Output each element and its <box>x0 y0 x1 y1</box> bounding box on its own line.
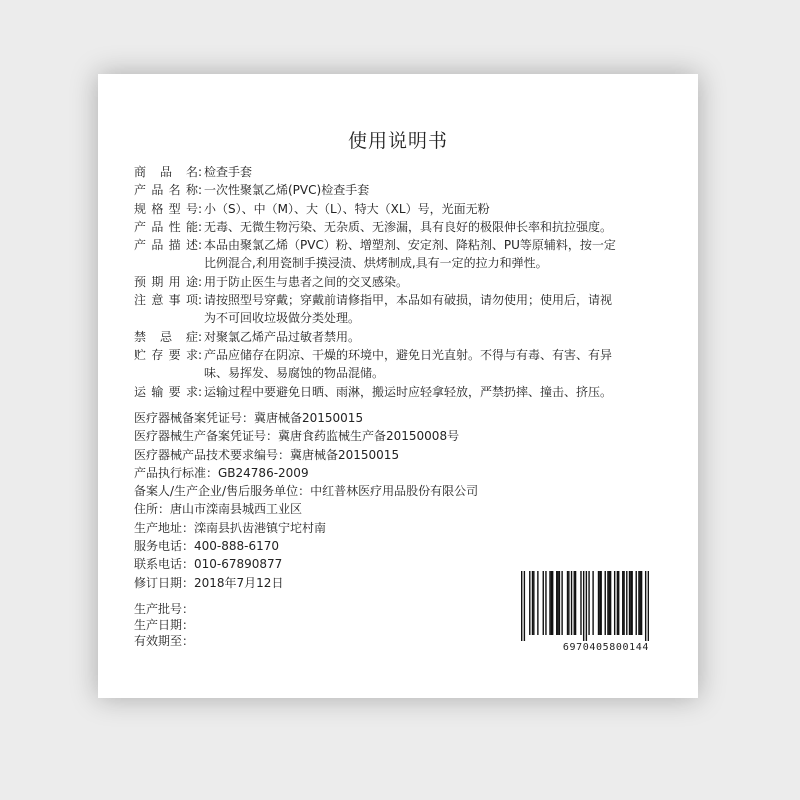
barcode-bar <box>559 571 560 635</box>
barcode-bar <box>561 571 562 635</box>
spec-row: 商品名 : 检查手套 <box>134 163 664 181</box>
spec-value: 检查手套 <box>204 165 253 179</box>
barcode-bar <box>575 571 576 635</box>
spec-row: 产品描述 : 本品由聚氯乙烯（PVC）粉、增塑剂、安定剂、降粘剂、PU等原辅料，按一定 比例混合,利用瓷制手摸浸渍、烘烤制成,具有一定的拉力和弹性。 <box>134 236 664 273</box>
info-line: 住所：唐山市滦南县城西工业区 <box>134 502 303 517</box>
barcode-bar <box>605 571 606 635</box>
barcode-bar <box>630 571 631 635</box>
spec-row: 预期用途 : 用于防止医生与患者之间的交叉感染。 <box>134 273 664 291</box>
barcode-bar <box>567 571 568 635</box>
barcode-bar <box>574 571 575 635</box>
barcode-bar <box>610 571 611 635</box>
batch-number-label: 生产批号： <box>134 602 195 616</box>
spec-row: 产品名称 : 一次性聚氯乙烯(PVC)检查手套 <box>134 181 664 199</box>
spec-row: 规格型号 : 小（S）、中（M）、大（L）、特大（XL）号，光面无粉 <box>134 200 664 218</box>
barcode-bar <box>598 571 599 635</box>
info-line: 服务电话：400-888-6170 <box>134 539 280 554</box>
info-line: 生产地址：滦南县扒齿港镇宁坨村南 <box>134 520 327 535</box>
instruction-sheet <box>98 74 698 698</box>
page-title: 使用说明书 <box>347 130 448 152</box>
barcode-bar <box>580 571 581 635</box>
spec-label: 产品性能 <box>134 219 198 234</box>
batch-info <box>134 601 194 649</box>
barcode-bar <box>638 571 639 635</box>
spec-row: 注意事项 : 请按照型号穿戴；穿戴前请修指甲，本品如有破损，请勿使用；使用后，请视 为不可回收垃圾做分类处理。 <box>134 291 664 328</box>
barcode-bar <box>617 571 618 635</box>
spec-row: 禁忌症 : 对聚氯乙烯产品过敏者禁用。 <box>134 328 664 346</box>
barcode-bar <box>648 571 649 641</box>
barcode-bar <box>537 571 538 635</box>
barcode-bar <box>556 571 557 635</box>
barcode-bar <box>532 571 533 635</box>
spec-value: 运输过程中要避免日晒、雨淋，搬运时应轻拿轻放，严禁扔摔、撞击、挤压。 <box>204 384 613 399</box>
barcode-bar <box>640 571 641 635</box>
barcode-bar <box>618 571 619 635</box>
barcode-bar <box>623 571 624 635</box>
barcode-bar <box>636 571 637 635</box>
barcode-bar <box>551 571 552 635</box>
info-line: 修订日期：2018年7月12日 <box>134 575 284 590</box>
barcode-bar <box>586 571 587 641</box>
spec-value: 对聚氯乙烯产品过敏者禁用。 <box>204 329 361 344</box>
barcode-bar <box>524 571 525 641</box>
spec-label: 注意事项 <box>134 293 198 308</box>
barcode-bar <box>529 571 530 635</box>
spec-value: 产品应储存在阴凉、干燥的环境中，避免日光直射。不得与有毒、有害、有异 味、易挥发、易腐蚀的物品混储。 <box>204 347 613 381</box>
barcode-bar <box>533 571 534 635</box>
barcode-bar <box>571 571 572 635</box>
spec-label: 商品名 <box>134 165 198 179</box>
registration-info <box>134 409 478 592</box>
info-line: 产品执行标准：GB24786-2009 <box>134 465 309 480</box>
barcode-bar <box>549 571 550 635</box>
barcode-bar <box>600 571 601 635</box>
barcode-bar <box>631 571 632 635</box>
spec-value: 小（S）、中（M）、大（L）、特大（XL）号，光面无粉 <box>204 201 490 216</box>
barcode-bar <box>622 571 623 635</box>
barcode-bar <box>607 571 608 635</box>
spec-value: 本品由聚氯乙烯（PVC）粉、增塑剂、安定剂、降粘剂、PU等原辅料，按一定 比例混合,利用瓷制手摸浸渍、烘烤制成,具有一定的拉力和弹性。 <box>204 238 616 271</box>
production-date-label: 生产日期： <box>134 618 195 632</box>
info-line: 联系电话：010-67890877 <box>134 557 283 572</box>
barcode-bar <box>645 571 646 641</box>
barcode-bar <box>588 571 589 635</box>
spec-label: 运输要求 <box>134 384 198 399</box>
barcode-bar <box>609 571 610 635</box>
spec-label: 产品名称 <box>134 183 198 198</box>
spec-value: 无毒、无微生物污染、无杂质、无渗漏，具有良好的极限伸长率和抗拉强度。 <box>204 219 613 234</box>
spec-label: 禁忌症 <box>134 329 198 344</box>
barcode-bar <box>641 571 642 635</box>
spec-label: 产品描述 <box>134 238 198 253</box>
barcode-bar <box>521 571 522 641</box>
spec-label: 规格型号 <box>134 201 198 216</box>
info-line: 医疗器械生产备案凭证号：冀唐食药监械生产备20150008号 <box>134 429 460 444</box>
barcode-bar <box>568 571 569 635</box>
barcode-bar <box>557 571 558 635</box>
info-line: 医疗器械备案凭证号：冀唐械备20150015 <box>134 411 364 425</box>
spec-value: 一次性聚氯乙烯(PVC)检查手套 <box>204 183 370 198</box>
spec-list <box>134 163 664 401</box>
barcode-bar <box>592 571 593 635</box>
barcode-bar <box>583 571 584 641</box>
expiry-date-label: 有效期至： <box>134 634 195 648</box>
barcode-bar <box>599 571 600 635</box>
spec-label: 预期用途 <box>134 274 198 289</box>
barcode <box>521 571 649 653</box>
info-line: 医疗器械产品技术要求编号：冀唐械备20150015 <box>134 447 400 462</box>
barcode-bar <box>552 571 553 635</box>
spec-row: 产品性能 : 无毒、无微生物污染、无杂质、无渗漏，具有良好的极限伸长率和抗拉强度。 <box>134 218 664 236</box>
barcode-bar <box>545 571 546 635</box>
spec-value: 用于防止医生与患者之间的交叉感染。 <box>204 274 409 289</box>
spec-row: 运输要求 : 运输过程中要避免日晒、雨淋，搬运时应轻拿轻放，严禁扔摔、撞击、挤压。 <box>134 383 664 401</box>
spec-label: 贮存要求 <box>134 347 198 362</box>
barcode-number: 6970405800144 <box>562 642 649 653</box>
barcode-bar <box>543 571 544 635</box>
barcode-bars <box>521 571 649 641</box>
barcode-bar <box>626 571 627 635</box>
spec-row: 贮存要求 : 产品应储存在阴凉、干燥的环境中，避免日光直射。不得与有毒、有害、有异 味、易挥发、易腐蚀的物品混储。 <box>134 346 664 383</box>
barcode-bar <box>629 571 630 635</box>
barcode-bar <box>614 571 615 635</box>
spec-value: 请按照型号穿戴；穿戴前请修指甲，本品如有破损，请勿使用；使用后，请视 为不可回收垃圾做分类处理。 <box>204 293 613 326</box>
info-line: 备案人/生产企业/售后服务单位：中红普林医疗用品股份有限公司 <box>134 484 479 499</box>
